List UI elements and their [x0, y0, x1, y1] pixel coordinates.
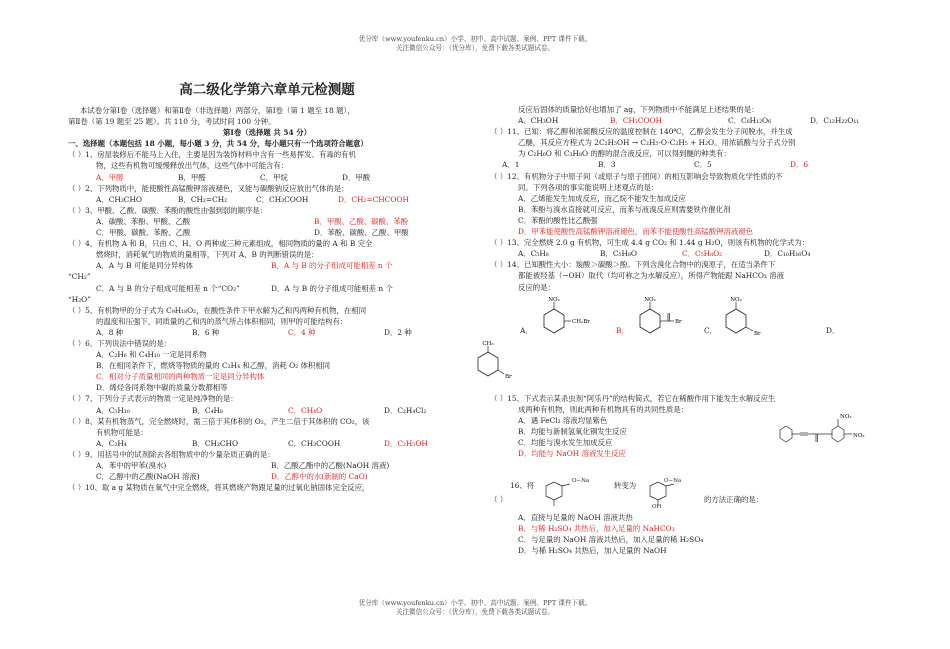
- q7-option-c: C．CH₄O: [288, 405, 323, 415]
- q6-option-d: D．烯烃各同系物中碳的质量分数都相等: [96, 383, 228, 393]
- q13-stem: （ ）13、完全燃烧 2.0 g 有机物，可生成 4.4 g CO₂ 和 1.44 g H₂O，则该有机物的化学式为：: [490, 238, 810, 248]
- q9-option-a: A．苯中的甲苯(溴水): [96, 461, 167, 470]
- q8-option-d: D．C₂H₅OH: [384, 438, 428, 448]
- q12-stem2: 同。下列各项的事实能说明上述观点的是：: [518, 182, 659, 192]
- q11-stem2: 乙醚，其反应方程式为 2C₂H₅OH → C₂H₅-O-C₂H₅ + H₂O。用浓硫酸与分子式分别: [518, 138, 796, 148]
- q9-stem: （ ）9、用括号中的试剂除去各组物质中的少量杂质正确的是：: [68, 449, 275, 459]
- q7-option-a: A．C₅H₁₀: [96, 405, 130, 415]
- q4-option-c: C．A 与 B 的分子组成可能相差 n 个“CO₂”: [96, 283, 240, 293]
- q3-option-c: C．甲酸、碳酸、苯酚、乙酸: [96, 228, 191, 238]
- q13-options: [490, 248, 888, 259]
- q14-stem1: （ ）14、已知酸性大小：羧酸＞碳酸＞酚。下列含溴化合物中的溴原子，在适当条件下: [490, 260, 776, 270]
- q16-ona-label: O−Na: [572, 478, 590, 484]
- q9-options-row1: [68, 460, 466, 471]
- q11-stem3: 为 C₂H₆O 和 C₃H₈O 的醇的混合液反应，可以得到醚的种类有：: [518, 149, 731, 159]
- q2-option-c: C．CH₃COOH: [256, 194, 309, 204]
- bond-line: [498, 370, 504, 374]
- q14-option-a-label: A．: [520, 325, 533, 335]
- q12-option-a: A．乙烯能发生加成反应，而乙烷不能发生加成反应: [518, 193, 686, 203]
- q3-options-row1: [68, 216, 466, 227]
- q10-stem1: （ ）10、取 a g 某物质在氧气中完全燃烧，将其燃烧产物跟足量的过氧化钠固体完全反应，: [68, 483, 370, 493]
- q4-option-a: A．A 与 B 可能是同分异构体: [96, 261, 194, 271]
- q11-option-b: B．3: [598, 160, 616, 170]
- q12-option-d: [490, 226, 888, 237]
- q2-option-b: B．CH₂=CH₂: [178, 194, 228, 204]
- q7-option-b: B．C₄H₈: [192, 405, 223, 415]
- q3-options-row2: [68, 227, 466, 238]
- benzene-ring: [640, 309, 660, 333]
- q5-option-d: D．2 种: [384, 327, 412, 337]
- q4-stem1: （ ）4、有机物 A 和 B，只由 C、H、O 两种或三种元素组成，相同物质的量的 A 和 B 完全: [68, 239, 373, 249]
- left-column: [68, 81, 466, 493]
- q14-stem2: 都能被羟基（−OH）取代（均可称之为水解反应），所得产物能跟 NaHCO₃ 溶液: [518, 271, 785, 281]
- q8-option-b: B．CH₃CHO: [192, 438, 239, 448]
- no2-label: NO₂: [730, 296, 742, 303]
- q16-option-d: D．与稀 H₂SO₄ 共热后，加入足量的 NaOH: [518, 546, 667, 556]
- q16-label: 16、将: [510, 481, 535, 490]
- q4-option-b-cont: “CH₂”: [68, 272, 91, 282]
- q15-option-b: B．均能与新制氢氧化铜发生反应: [518, 427, 627, 437]
- intro-line1: 本试卷分第Ⅰ卷（选择题）和第Ⅱ卷（非选择题）两部分，第Ⅰ卷（第 1 题至 18 题），: [80, 106, 355, 115]
- no2-right-label: NO₂: [853, 433, 865, 439]
- q3-option-d: D．苯酚、碳酸、乙酸、甲酸: [314, 228, 409, 238]
- bond-line: [562, 484, 570, 486]
- q6-option-a: A．C₂H₆ 和 C₄H₁₀ 一定是同系物: [96, 350, 207, 360]
- q6-option-b: B．在相同条件下，燃烧等物质的量的 C₂H₄ 和乙醇，消耗 O₂ 体积相同: [96, 361, 331, 371]
- q11-option-d: D．6: [790, 160, 809, 170]
- bond-line: [746, 327, 753, 331]
- q5-option-a: A．8 种: [96, 327, 124, 337]
- q5-option-c: C．4 种: [288, 327, 316, 337]
- q15-stem1: （ ）15、下式表示某杀虫剂“阿乐丹”的结构简式，若它在稀酸作用下能发生水解反应生: [490, 394, 776, 403]
- q11-options: [490, 159, 888, 170]
- q14-stem3: 反应的是：: [518, 282, 555, 292]
- q2-option-a: A．CH₃CHO: [96, 194, 142, 204]
- cyclohexane-ring: [478, 352, 498, 376]
- q9-option-b: B．乙酸乙酯中的乙酸(NaOH 溶液): [271, 461, 390, 470]
- q1-stem2: 物，这些有机物可缓慢释放出气体，这些气体中可能含有：: [96, 161, 289, 171]
- q8-option-a: A．C₂H₄: [96, 438, 127, 448]
- q12-stem1: （ ）12、有机物分子中原子间（或原子与原子团间）的相互影响会导致物质化学性质的不: [490, 171, 783, 181]
- q14-struct-d: [468, 338, 518, 390]
- q3-option-b: B．甲酸、乙酸、碳酸、苯酚: [314, 216, 409, 226]
- q10-option-b: B．CH₃COOH: [610, 116, 663, 126]
- q1-option-b: B．甲醛: [178, 172, 206, 182]
- q9-option-d: D．乙醇中的水(新制的 CaO): [271, 472, 368, 482]
- watermark-bottom: [0, 599, 950, 617]
- q10-option-d: D．C₁₂H₂₂O₁₁: [810, 116, 860, 126]
- q14-struct-b: [630, 295, 700, 341]
- no2-label: NO₂: [644, 296, 656, 303]
- q4-stem2: 燃烧时，消耗氧气的物质的量相等，下列对 A、B 的判断错误的是：: [96, 250, 319, 260]
- q5-option-b: B．6 种: [192, 327, 220, 337]
- q15-option-a: A．遇 FeCl₃ 溶液均显紫色: [518, 416, 608, 426]
- q6-stem: （ ）6、下列说法中错误的是：: [68, 338, 172, 348]
- q7-option-d: D．C₂H₄Cl₂: [384, 405, 427, 415]
- q8-stem1: （ ）8、某有机物蒸气，完全燃烧时，需三倍于其体积的 O₂，产生二倍于其体积的 CO₂，该: [68, 416, 370, 426]
- watermark-bottom-line2: 关注微信公众号：（优分库），免费下载各类试题试卷。: [395, 608, 555, 616]
- q16-ona-label-2: O−Na: [664, 478, 682, 484]
- q16-option-b: B．与稀 H₂SO₄ 共热后，加入足量的 NaHCO₃: [518, 524, 675, 534]
- q1-option-a: A．甲醇: [96, 172, 124, 182]
- q11-stem1: （ ）11、已知：将乙醇和浓硫酸反应的温度控制在 140℃，乙醇会发生分子间脱水，并生成: [490, 127, 793, 137]
- no2-label: NO₂: [548, 296, 560, 303]
- q3-option-a: A．碳酸、苯酚、甲酸、乙酸: [96, 216, 191, 226]
- br-label: Br: [754, 330, 761, 337]
- no2-top-label: NO₂: [840, 414, 852, 420]
- q16-paren: （ ）: [490, 495, 508, 504]
- q10-option-c: C．C₆H₁₂O₆: [728, 116, 772, 126]
- watermark-top-line1: 优分库（www.youfenku.cn）小学、初中、高中试题、案例、PPT 课件下载。: [358, 35, 592, 43]
- br-label: Br: [675, 318, 682, 325]
- q16-stem: [490, 476, 888, 512]
- q16-tail: 的方法正确的是：: [704, 495, 764, 504]
- intro-line2: 第Ⅱ卷（第 19 题至 25 题）。共 110 分，考试时间 100 分钟。: [68, 117, 276, 127]
- q8-stem2: 有机物可能是：: [96, 427, 148, 437]
- q16-block: [490, 476, 888, 556]
- right-column: [490, 104, 888, 343]
- q4-options-row2: [68, 283, 466, 294]
- watermark-top-line2: 关注微信公众号：（优分库），免费下载各类试题试卷。: [395, 44, 555, 52]
- q4-option-d: D．A 与 B 的分子组成可能相差 n 个: [271, 283, 393, 293]
- q4-option-b: B．A 与 B 的分子组成可能相差 n 个: [271, 261, 393, 271]
- q15-option-c: C．均能与溴水发生加成反应: [518, 438, 613, 448]
- q7-stem: （ ）7、下列分子式表示的物质一定是纯净物的是：: [68, 394, 238, 404]
- page-title: 高二级化学第六章单元检测题: [179, 82, 355, 98]
- benzene-ring: [544, 309, 564, 333]
- q1-option-d: D．甲酸: [342, 172, 371, 182]
- q2-option-d: D．CH₂=CHCOOH: [338, 194, 409, 204]
- q16-oh-label: OH: [652, 504, 662, 510]
- part-heading: 一、选择题（本题包括 18 小题，每小题 3 分，共 54 分，每小题只有一个选项符合题意）: [68, 139, 368, 149]
- q13-option-a: A．C₅H₈: [518, 249, 549, 259]
- watermark-top: [0, 35, 950, 53]
- q14-option-d-label: D．: [826, 325, 840, 335]
- q15-stem2: 成两种有机物，则此两种有机物具有的共同性质是：: [518, 405, 688, 415]
- q15-structure: [770, 410, 890, 460]
- q14-option-b-label: B．: [616, 325, 629, 335]
- q13-option-c: C．C₅H₈O₂: [682, 249, 723, 259]
- q10-stem2: 反应后固体的质量恰好也增加了 ag，下列物质中不能满足上述结果的是：: [518, 105, 759, 114]
- q7-options: [68, 405, 466, 416]
- q9-options-row2: [68, 471, 466, 482]
- q1-stem1: （ ）1、房屋装修后不能马上入住，主要是因为装饰材料中含有一些易挥发、有毒的有机: [68, 150, 356, 160]
- q12-option-b: B．苯酚与溴水直接就可反应，而苯与液溴反应则需要铁作催化剂: [518, 204, 731, 214]
- q16-convert: 转变为: [614, 481, 637, 490]
- q5-stem2: 的温度和压强下，同质量的乙和丙的蒸气所占体积相同，则甲的可能结构有：: [96, 316, 348, 326]
- q14-structures: [490, 293, 888, 343]
- benzene-ring: [546, 482, 562, 500]
- q1-options: [68, 172, 466, 183]
- q15-option-d: D．均能与 NaOH 溶液发生反应: [518, 449, 626, 459]
- q2-options: [68, 194, 466, 205]
- q12-option-d-text: D．甲苯能使酸性高锰酸钾溶液褪色，而苯不能使酸性高锰酸钾溶液褪色: [518, 227, 754, 237]
- q9-option-c: C．乙醇中的乙酸(NaOH 溶液): [96, 472, 200, 482]
- q8-options: [68, 438, 466, 449]
- q10-option-a: A．CH₃OH: [518, 116, 559, 126]
- br-label: Br: [505, 374, 512, 380]
- q5-options: [68, 327, 466, 338]
- q16-option-a: A．直接与足量的 NaOH 溶液共热: [518, 513, 633, 522]
- q14-struct-c: [716, 295, 776, 341]
- section-heading: 第Ⅰ卷（选择题 共 54 分）: [223, 128, 311, 138]
- q2-stem: （ ）2、下列物质中，能使酸性高锰酸钾溶液褪色，又能与碳酸钠反应放出气体的是：: [68, 183, 349, 193]
- q14-option-c-label: C．: [704, 325, 718, 335]
- q11-option-c: C．5: [694, 160, 712, 170]
- benzene-ring: [832, 426, 844, 442]
- benzene-ring: [780, 426, 792, 442]
- q4-options-row1: [68, 260, 466, 271]
- q6-option-c: C．相对分子质量相同的两种物质一定是同分异构体: [96, 372, 265, 382]
- q16-option-c: C．与足量的 NaOH 溶液共热后，加入足量的稀 H₂SO₄: [518, 535, 704, 545]
- q13-option-d: D．C₁₀H₁₆O₄: [764, 249, 811, 259]
- q1-option-c: C．甲烷: [260, 172, 288, 182]
- benzene-ring: [726, 309, 746, 333]
- q13-option-b: B．C₅H₈O: [600, 249, 637, 259]
- q8-option-c: C．CH₃COOH: [288, 438, 341, 448]
- q10-options: [490, 115, 888, 126]
- q4-option-d-cont: “H₂O”: [68, 294, 92, 304]
- ch3-label: CH₃: [482, 341, 494, 347]
- ch2br-label: CH₂Br: [572, 318, 590, 325]
- q14-struct-a: [534, 295, 604, 341]
- q5-stem1: （ ）5、有机物甲的分子式为 C₉H₁₈O₂，在酸性条件下甲水解为乙和丙两种有机物，在相同: [68, 305, 367, 315]
- q11-option-a: A．1: [502, 160, 520, 170]
- q3-stem: （ ）3、甲酸、乙酸、碳酸、苯酚的酸性由强到弱的顺序是：: [68, 205, 268, 215]
- watermark-bottom-line1: 优分库（www.youfenku.cn）小学、初中、高中试题、案例、PPT 课件下载。: [358, 599, 592, 607]
- q12-option-c: C．苯酚的酸性比乙酸强: [518, 215, 598, 225]
